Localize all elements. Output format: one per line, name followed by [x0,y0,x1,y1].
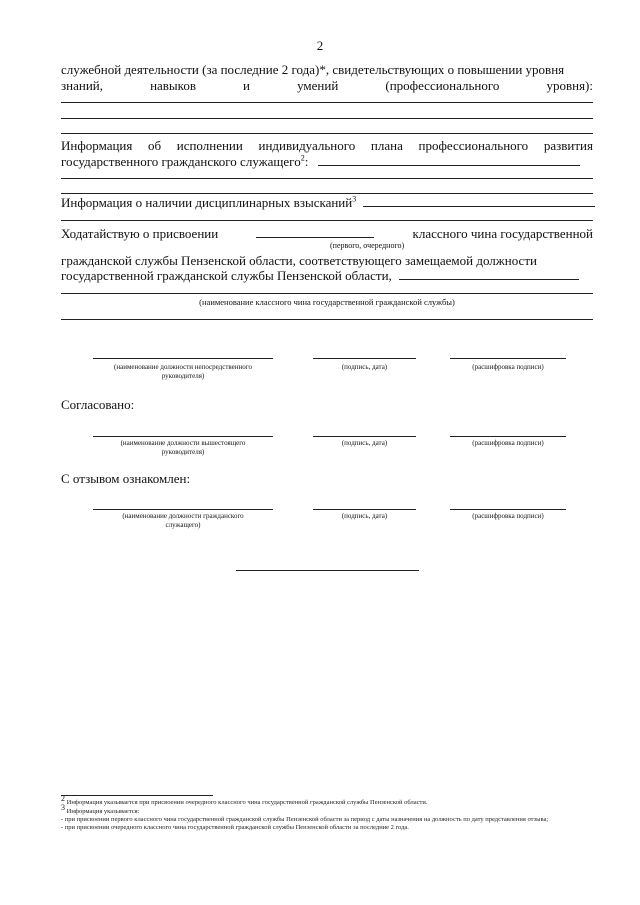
position-line-3[interactable] [93,509,273,510]
page-number: 2 [316,38,324,53]
blank-line[interactable] [61,319,593,320]
blank-line[interactable] [61,102,593,103]
position-caption-1: (наименование должности непосредственного руководителя) [114,363,252,380]
para2-line2-tail: : [304,154,309,169]
blank-line[interactable] [61,118,593,119]
decode-caption-3: (расшифровка подписи) [472,512,544,520]
decode-line-3[interactable] [450,509,566,510]
para3-line [61,195,593,211]
para4-line3-text: государственной гражданской службы Пензенской области, [61,268,392,283]
para2-line1 [61,138,593,154]
para4-line3 [61,268,593,284]
blank-line[interactable] [61,133,593,134]
decode-caption-2: (расшифровка подписи) [472,439,544,447]
blank-line[interactable] [61,178,593,179]
footnote-ref-3: 3 [352,194,357,204]
para3-text: Информация о наличии дисциплинарных взысканий [61,195,353,210]
blank-line[interactable] [61,193,593,194]
agreed-label: Согласовано: [61,397,135,412]
para2-line1-word: об [148,138,162,153]
para4-line1-end: классного чина государственной [412,226,593,241]
signature-line-1[interactable] [313,358,416,359]
class-type-caption: (первого, очередного) [330,241,405,250]
position-caption-2: (наименование должности вышестоящего руководителя) [120,439,246,456]
para4-line2-text: гражданской службы Пензенской области, соответствующего замещаемой должности [61,253,537,268]
decode-line-2[interactable] [450,436,566,437]
signature-caption-3: (подпись, дата) [341,512,388,520]
para1-line1-text: служебной деятельности (за последние 2 года)*, свидетельствующих о повышении уровня [61,62,565,77]
footnote-3-head: Информация указывается: [66,808,140,816]
para2-line1-word: плана [370,138,403,153]
dev-plan-field[interactable] [318,154,580,166]
para4-line2 [61,253,593,269]
footnote-2-text: Информация указывается при присвоении очередного классного чина государственной гражданской службы Пензенской области. [66,799,428,807]
footnote-rule [61,795,213,796]
decode-line-1[interactable] [450,358,566,359]
para1-line1 [61,62,593,78]
footnote-ref-2: 2 [300,153,305,163]
class-rank-field[interactable] [61,293,593,294]
para2-line1-word: развития [543,138,593,153]
para1-line2-word: умений [297,78,339,93]
signature-line-3[interactable] [313,509,416,510]
para4-line1-start: Ходатайствую о присвоении [61,226,219,241]
para1-line2-word: уровня): [546,78,593,93]
signature-caption-2: (подпись, дата) [341,439,388,447]
para1-line2 [61,78,593,94]
position-caption-3: (наименование должности гражданского служащего) [122,512,244,529]
position-line-2[interactable] [93,436,273,437]
class-type-field[interactable] [256,226,374,238]
para2-line2-text: государственного гражданского служащего [61,154,301,169]
para2-line1-word: профессионального [418,138,529,153]
para1-line2-word: и [243,78,251,93]
para1-line2-word: навыков [150,78,196,93]
footnote-3-item-2: - при присвоении очередного классного чина государственной гражданской службы Пензенской области за последние 2 года. [61,824,409,832]
position-field[interactable] [399,268,579,280]
para2-line1-word: Информация [61,138,133,153]
disciplinary-field[interactable] [363,195,595,207]
para1-line2-word: (профессионального [385,78,500,93]
end-rule [236,570,419,571]
blank-line[interactable] [61,220,593,221]
para1-line2-word: знаний, [61,78,103,93]
para2-line1-word: индивидуального [258,138,356,153]
decode-caption-1: (расшифровка подписи) [472,363,544,371]
para4-line1 [61,226,593,242]
para2-line1-word: исполнении [176,138,243,153]
signature-caption-1: (подпись, дата) [341,363,388,371]
rank-caption: (наименование классного чина государственной гражданской службы) [199,297,455,307]
footnote-3-item-1: - при присвоении первого классного чина государственной гражданской службы Пензенской области за период с даты назначения на должность по дату представления отзыва; [61,816,549,824]
position-line-1[interactable] [93,358,273,359]
para2-line2 [61,154,593,170]
footnote-2-mark: 2 [61,794,65,803]
footnote-3-mark: 3 [61,803,65,812]
review-label: С отзывом ознакомлен: [61,471,191,486]
footnote-2 [61,794,601,807]
signature-line-2[interactable] [313,436,416,437]
